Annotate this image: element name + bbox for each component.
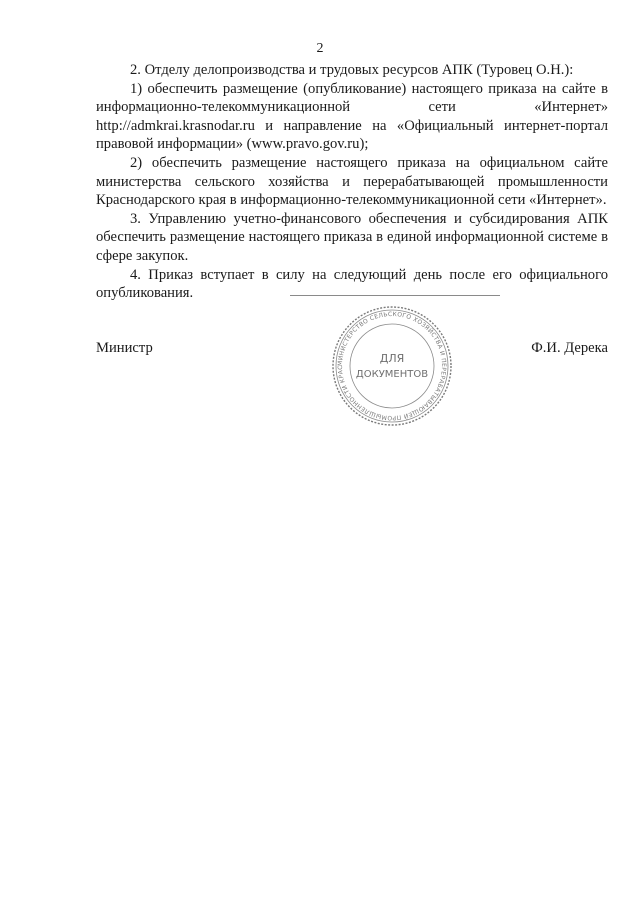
paragraph-2: 2. Отделу делопроизводства и трудовых ресурсов АПК (Туровец О.Н.): <box>130 62 574 78</box>
signatory-name: Ф.И. Дерека <box>531 340 608 356</box>
paragraph-3: 3. Управлению учетно-финансового обеспечения и субсидирования АПК обеспечить размещение настоящего приказа в единой информационной системе в сфере закупок. <box>96 210 608 264</box>
signature-line <box>290 295 500 296</box>
page-number: 2 <box>316 41 324 56</box>
signatory-title: Министр <box>96 340 153 356</box>
stamp-icon <box>330 304 454 428</box>
paragraph-4: 4. Приказ вступает в силу на следующий день после его официального опубликования. <box>96 266 608 302</box>
paragraph-2-2: 2) обеспечить размещение настоящего приказа на официальном сайте министерства сельского хозяйства и перерабатывающей промышленности Краснодарского края в информационно-телекоммуникационной сети «Интернет». <box>96 154 608 209</box>
stamp-line-2: ДОКУМЕНТОВ <box>355 369 429 380</box>
signature-block <box>96 339 608 363</box>
paragraph-2-1: 1) обеспечить размещение (опубликование) настоящего приказа на сайте в информационно-телекоммуникационной сети «Интернет» http://admkrai.krasnodar.ru и направление на «Официальный интернет-портал правовой информации» (www.pravo.gov.ru); <box>96 80 608 153</box>
stamp-line-1: ДЛЯ <box>379 352 405 365</box>
stamp-ring-text: МИНИСТЕРСТВО СЕЛЬСКОГО ХОЗЯЙСТВА И ПЕРЕРАБАТЫВАЮЩЕЙ ПРОМЫШЛЕННОСТИ КРАС <box>336 310 448 422</box>
official-stamp <box>330 304 454 428</box>
order-body <box>96 61 608 303</box>
